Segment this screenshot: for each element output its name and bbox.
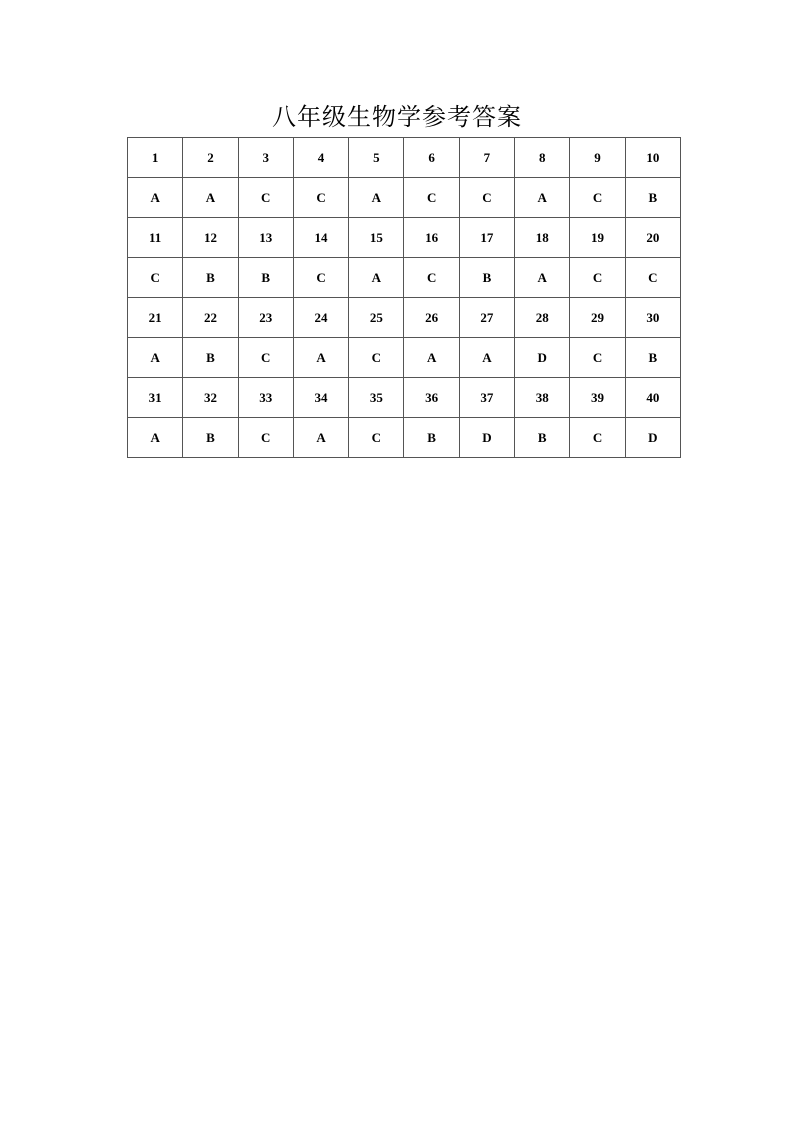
- answer-cell: A: [128, 338, 183, 378]
- question-number-cell: 7: [459, 138, 514, 178]
- answer-cell: A: [515, 178, 570, 218]
- question-number-cell: 24: [293, 298, 348, 338]
- answer-cell: A: [404, 338, 459, 378]
- answer-cell: C: [349, 338, 404, 378]
- question-number-cell: 28: [515, 298, 570, 338]
- question-number-cell: 32: [183, 378, 238, 418]
- question-number-cell: 8: [515, 138, 570, 178]
- answer-cell: A: [459, 338, 514, 378]
- question-number-cell: 39: [570, 378, 625, 418]
- answer-cell: C: [293, 258, 348, 298]
- question-number-cell: 11: [128, 218, 183, 258]
- answer-cell: C: [570, 258, 625, 298]
- answer-cell: B: [238, 258, 293, 298]
- answer-row: [128, 418, 681, 458]
- question-number-cell: 15: [349, 218, 404, 258]
- question-number-cell: 20: [625, 218, 680, 258]
- question-number-cell: 17: [459, 218, 514, 258]
- answer-cell: A: [515, 258, 570, 298]
- question-number-cell: 21: [128, 298, 183, 338]
- answer-cell: B: [183, 418, 238, 458]
- question-number-cell: 6: [404, 138, 459, 178]
- question-number-cell: 18: [515, 218, 570, 258]
- answer-cell: C: [570, 418, 625, 458]
- answer-cell: A: [293, 338, 348, 378]
- question-number-cell: 14: [293, 218, 348, 258]
- question-number-cell: 31: [128, 378, 183, 418]
- answer-cell: C: [349, 418, 404, 458]
- answer-table: [127, 137, 681, 458]
- answer-cell: C: [404, 258, 459, 298]
- question-number-cell: 12: [183, 218, 238, 258]
- answer-cell: C: [570, 338, 625, 378]
- question-number-cell: 4: [293, 138, 348, 178]
- question-number-cell: 38: [515, 378, 570, 418]
- question-number-cell: 22: [183, 298, 238, 338]
- answer-row: [128, 258, 681, 298]
- question-number-cell: 16: [404, 218, 459, 258]
- answer-cell: C: [293, 178, 348, 218]
- answer-cell: D: [459, 418, 514, 458]
- question-number-row: [128, 378, 681, 418]
- answer-cell: B: [515, 418, 570, 458]
- question-number-cell: 23: [238, 298, 293, 338]
- answer-cell: B: [459, 258, 514, 298]
- question-number-cell: 10: [625, 138, 680, 178]
- question-number-cell: 2: [183, 138, 238, 178]
- question-number-row: [128, 298, 681, 338]
- question-number-cell: 33: [238, 378, 293, 418]
- question-number-cell: 29: [570, 298, 625, 338]
- answer-cell: D: [625, 418, 680, 458]
- answer-cell: D: [515, 338, 570, 378]
- question-number-row: [128, 138, 681, 178]
- answer-table-body: [128, 138, 681, 458]
- answer-cell: A: [183, 178, 238, 218]
- question-number-cell: 19: [570, 218, 625, 258]
- answer-cell: C: [404, 178, 459, 218]
- answer-row: [128, 338, 681, 378]
- answer-cell: B: [183, 338, 238, 378]
- question-number-cell: 1: [128, 138, 183, 178]
- answer-cell: A: [128, 418, 183, 458]
- answer-cell: C: [238, 178, 293, 218]
- question-number-cell: 5: [349, 138, 404, 178]
- answer-cell: B: [625, 338, 680, 378]
- answer-cell: A: [128, 178, 183, 218]
- question-number-cell: 3: [238, 138, 293, 178]
- answer-cell: B: [404, 418, 459, 458]
- answer-cell: B: [625, 178, 680, 218]
- answer-cell: C: [459, 178, 514, 218]
- question-number-cell: 34: [293, 378, 348, 418]
- answer-row: [128, 178, 681, 218]
- question-number-cell: 25: [349, 298, 404, 338]
- answer-cell: C: [238, 418, 293, 458]
- answer-cell: C: [570, 178, 625, 218]
- answer-cell: C: [625, 258, 680, 298]
- answer-cell: A: [349, 178, 404, 218]
- question-number-cell: 35: [349, 378, 404, 418]
- question-number-cell: 36: [404, 378, 459, 418]
- page-title: 八年级生物学参考答案: [272, 103, 522, 131]
- answer-cell: A: [349, 258, 404, 298]
- question-number-row: [128, 218, 681, 258]
- question-number-cell: 9: [570, 138, 625, 178]
- question-number-cell: 30: [625, 298, 680, 338]
- question-number-cell: 13: [238, 218, 293, 258]
- question-number-cell: 26: [404, 298, 459, 338]
- question-number-cell: 37: [459, 378, 514, 418]
- question-number-cell: 27: [459, 298, 514, 338]
- answer-cell: B: [183, 258, 238, 298]
- answer-cell: C: [238, 338, 293, 378]
- answer-cell: A: [293, 418, 348, 458]
- question-number-cell: 40: [625, 378, 680, 418]
- answer-cell: C: [128, 258, 183, 298]
